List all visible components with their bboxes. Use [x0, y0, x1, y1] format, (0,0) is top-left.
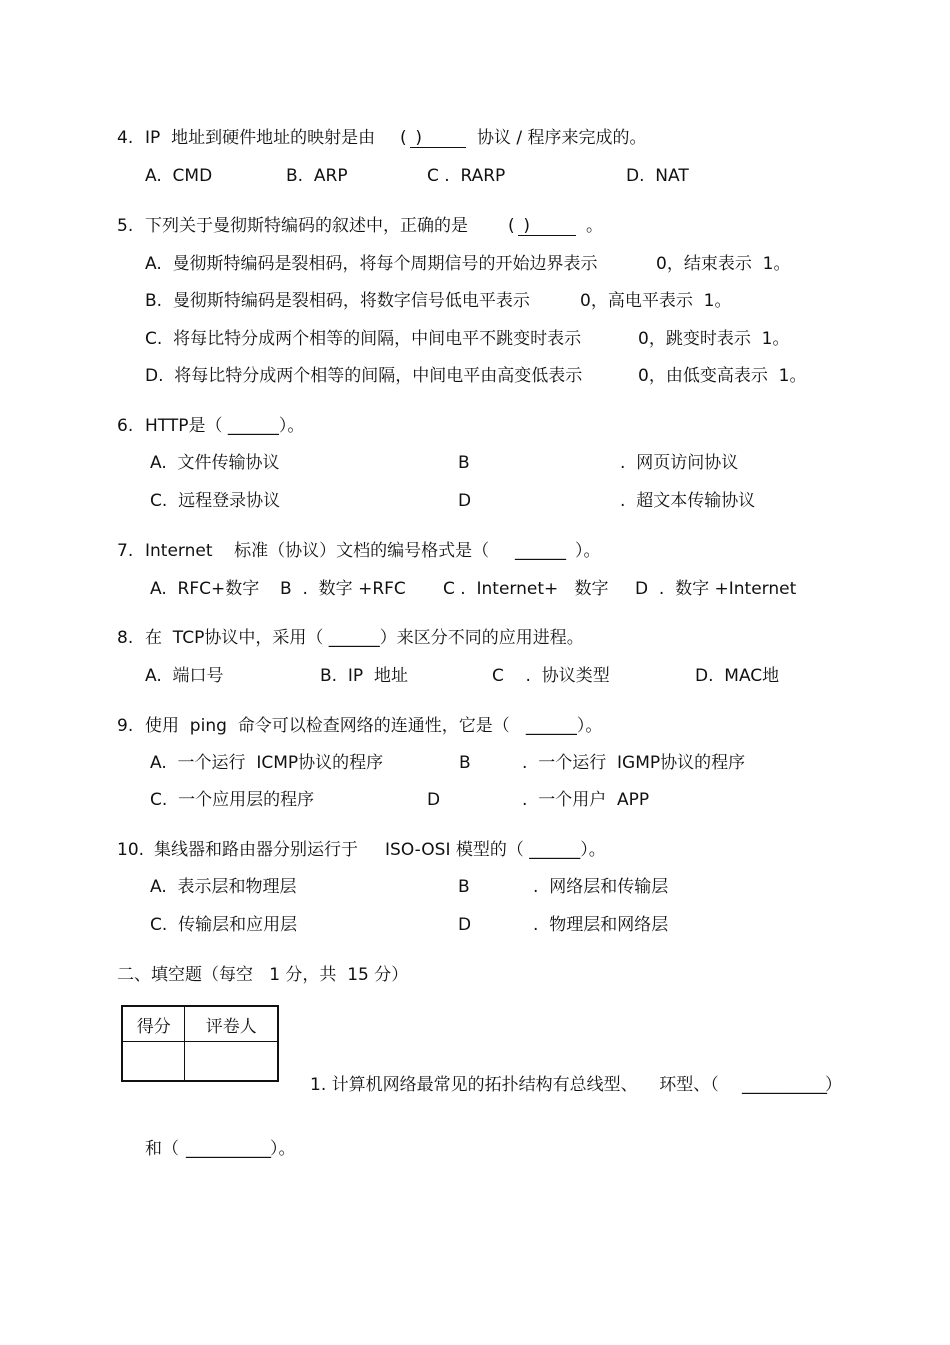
q5-option-c-tail: 0，跳变时表示 1。: [638, 329, 790, 349]
q4-option-d[interactable]: D. NAT: [626, 166, 689, 186]
q6-stem: HTTP是（ ______）。: [145, 416, 305, 436]
q5-answer-blank[interactable]: ): [518, 216, 576, 236]
grader-header: 评卷人: [185, 1006, 278, 1042]
q10-option-d-letter[interactable]: D: [458, 915, 472, 935]
q5-option-b[interactable]: B. 曼彻斯特编码是裂相码，将数字信号低电平表示: [145, 291, 530, 311]
q4-answer-blank[interactable]: ): [410, 128, 466, 148]
q10-option-b[interactable]: . 网络层和传输层: [533, 877, 669, 897]
q5-stem-end: 。: [586, 216, 603, 236]
q10-option-c[interactable]: C. 传输层和应用层: [150, 915, 298, 935]
score-cell[interactable]: [122, 1042, 185, 1082]
q5-option-a[interactable]: A. 曼彻斯特编码是裂相码，将每个周期信号的开始边界表示: [145, 254, 598, 274]
q4-option-a[interactable]: A. CMD: [145, 166, 213, 186]
q6-number: 6.: [117, 416, 134, 436]
q5-option-d-tail: 0，由低变高表示 1。: [638, 366, 807, 386]
q8-option-b[interactable]: B. IP 地址: [320, 666, 408, 686]
q8-option-a[interactable]: A. 端口号: [145, 666, 224, 686]
q4-number: 4.: [117, 128, 134, 148]
q4-stem-end: 协议 / 程序来完成的。: [477, 128, 647, 148]
q5-option-c[interactable]: C. 将每比特分成两个相等的间隔，中间电平不跳变时表示: [145, 329, 582, 349]
q10-number: 10.: [117, 840, 145, 860]
q9-option-a[interactable]: A. 一个运行 ICMP协议的程序: [150, 753, 384, 773]
fill1-stem-cont: 和（: [145, 1139, 179, 1159]
q4-paren-open: (: [400, 128, 407, 148]
q10-option-d[interactable]: . 物理层和网络层: [533, 915, 669, 935]
score-table: [121, 1005, 279, 1082]
q9-option-b[interactable]: . 一个运行 IGMP协议的程序: [522, 753, 746, 773]
q7-option-d[interactable]: D . 数字 +Internet: [635, 579, 797, 599]
q5-option-d[interactable]: D. 将每比特分成两个相等的间隔，中间电平由高变低表示: [145, 366, 583, 386]
q5-stem: 下列关于曼彻斯特编码的叙述中，正确的是: [145, 216, 468, 236]
q9-option-c[interactable]: C. 一个应用层的程序: [150, 790, 315, 810]
q6-option-c[interactable]: C. 远程登录协议: [150, 491, 281, 511]
q5-option-a-tail: 0，结束表示 1。: [656, 254, 791, 274]
q9-stem: 使用 ping 命令可以检查网络的连通性，它是（ ______）。: [145, 716, 603, 736]
fill1-paren-close-2: ）。: [270, 1139, 296, 1159]
q4-option-c[interactable]: C . RARP: [427, 166, 506, 186]
q7-option-a[interactable]: A. RFC+数字: [150, 579, 260, 599]
fill1-stem: 1. 计算机网络最常见的拓扑结构有总线型、 环型、（: [310, 1075, 719, 1095]
q8-option-d[interactable]: D. MAC地: [695, 666, 780, 686]
q4-option-b[interactable]: B. ARP: [286, 166, 348, 186]
q5-option-b-tail: 0，高电平表示 1。: [580, 291, 732, 311]
q7-answer-blank[interactable]: ______: [515, 541, 566, 561]
q7-stem: Internet 标准（协议）文档的编号格式是（: [145, 541, 490, 561]
q9-option-d[interactable]: . 一个用户 APP: [522, 790, 650, 810]
q8-option-c[interactable]: C . 协议类型: [492, 666, 610, 686]
fill1-paren-close-1: ）: [825, 1075, 842, 1095]
q10-option-b-letter[interactable]: B: [458, 877, 470, 897]
q7-option-c[interactable]: C . Internet+ 数字: [443, 579, 609, 599]
fill1-blank-1[interactable]: __________: [742, 1075, 827, 1095]
q9-option-b-letter[interactable]: B: [459, 753, 471, 773]
q4-stem: IP 地址到硬件地址的映射是由: [145, 128, 376, 148]
q5-number: 5.: [117, 216, 134, 236]
fill1-blank-2[interactable]: __________: [186, 1139, 271, 1159]
q7-option-b[interactable]: B . 数字 +RFC: [280, 579, 406, 599]
section2-heading: 二、填空题（每空 1 分，共 15 分）: [117, 965, 409, 985]
q5-paren-open: (: [508, 216, 515, 236]
q6-option-d[interactable]: . 超文本传输协议: [620, 491, 756, 511]
q7-stem-end: ）。: [575, 541, 601, 561]
q6-option-b[interactable]: . 网页访问协议: [620, 453, 739, 473]
q6-option-b-letter[interactable]: B: [458, 453, 470, 473]
q8-number: 8.: [117, 628, 134, 648]
q6-option-a[interactable]: A. 文件传输协议: [150, 453, 280, 473]
q10-stem: 集线器和路由器分别运行于 ISO-OSI 模型的（ ______）。: [154, 840, 606, 860]
q8-stem: 在 TCP协议中，采用（ ______）来区分不同的应用进程。: [145, 628, 584, 648]
grader-cell[interactable]: [185, 1042, 278, 1082]
q6-option-d-letter[interactable]: D: [458, 491, 472, 511]
q9-number: 9.: [117, 716, 134, 736]
q9-option-d-letter[interactable]: D: [427, 790, 441, 810]
q7-number: 7.: [117, 541, 134, 561]
score-header: 得分: [122, 1006, 185, 1042]
q10-option-a[interactable]: A. 表示层和物理层: [150, 877, 297, 897]
